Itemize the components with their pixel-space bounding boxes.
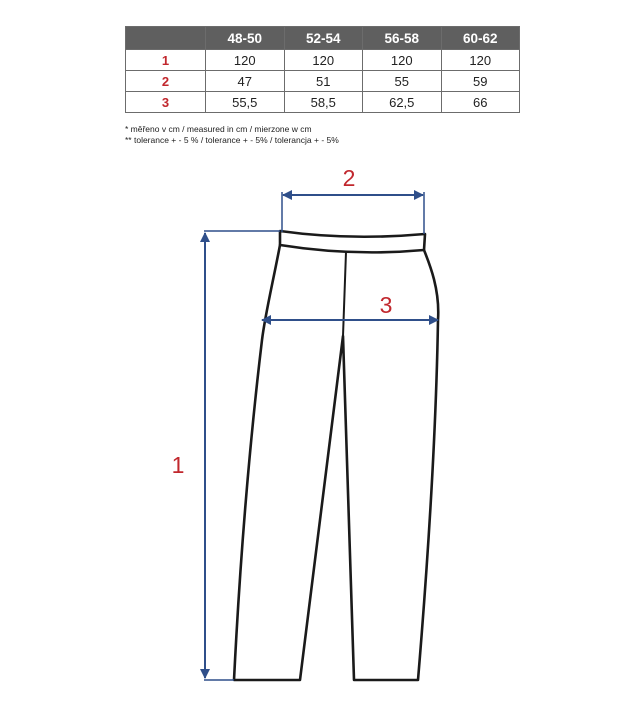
table-cell: 62,5 bbox=[363, 92, 442, 113]
table-cell: 59 bbox=[441, 71, 520, 92]
row-label: 2 bbox=[126, 71, 206, 92]
header-size-56-58: 56-58 bbox=[363, 27, 442, 50]
dimension-label-2: 2 bbox=[342, 165, 356, 191]
table-cell: 120 bbox=[363, 50, 442, 71]
header-size-52-54: 52-54 bbox=[284, 27, 363, 50]
table-cell: 47 bbox=[206, 71, 285, 92]
dimension-1-length bbox=[172, 231, 280, 680]
row-label: 1 bbox=[126, 50, 206, 71]
dimension-label-1: 1 bbox=[171, 452, 185, 478]
trousers-body bbox=[234, 245, 438, 680]
table-cell: 51 bbox=[284, 71, 363, 92]
table-cell: 55,5 bbox=[206, 92, 285, 113]
dimension-3-hip bbox=[262, 292, 438, 320]
waistband bbox=[280, 231, 425, 252]
note-measured-in-cm: * měřeno v cm / measured in cm / mierzone w cm bbox=[125, 124, 312, 134]
header-size-60-62: 60-62 bbox=[441, 27, 520, 50]
table-cell: 120 bbox=[284, 50, 363, 71]
table-cell: 55 bbox=[363, 71, 442, 92]
row-label: 3 bbox=[126, 92, 206, 113]
table-cell: 120 bbox=[441, 50, 520, 71]
dimension-label-3: 3 bbox=[379, 292, 393, 318]
trousers-outline bbox=[234, 231, 438, 680]
table-cell: 58,5 bbox=[284, 92, 363, 113]
header-size-48-50: 48-50 bbox=[206, 27, 285, 50]
note-tolerance: ** tolerance + - 5 % / tolerance + - 5% / tolerancja + - 5% bbox=[125, 135, 339, 145]
dimension-2-waist bbox=[282, 165, 424, 234]
center-seam bbox=[343, 252, 346, 336]
table-cell: 120 bbox=[206, 50, 285, 71]
table-cell: 66 bbox=[441, 92, 520, 113]
